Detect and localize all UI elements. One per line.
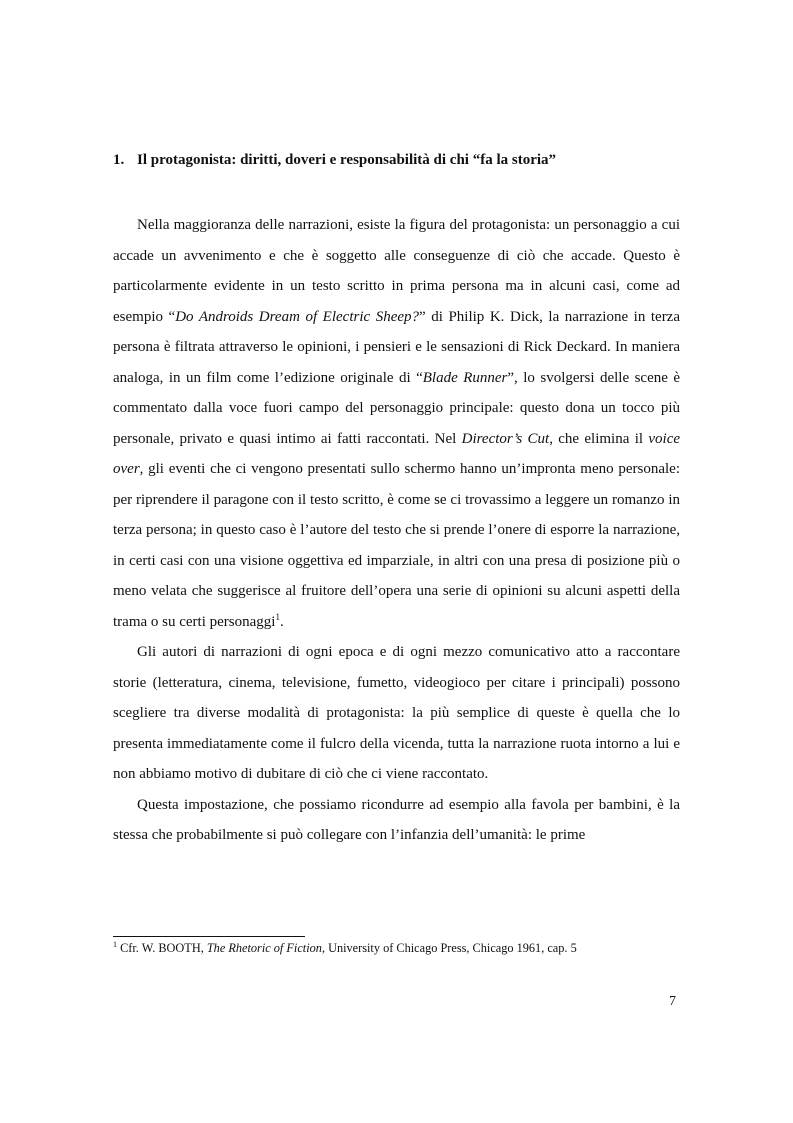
footnote-book-title: The Rhetoric of Fiction [206,941,322,955]
footnote-reference[interactable]: 1 [275,611,280,622]
paragraph-1-text-e: , gli eventi che ci vengono presentati sullo schermo hanno un’impronta meno personale: per riprendere il paragone con il testo scritto, è come se ci trovassimo a leggere un romanzo in terza persona; in questo caso è l’autore del testo che si prende l’onere di esporre la narrazione, in certi casi con una visione oggettiva ed imparziale, in altri con una presa di posizione più o meno velata che suggerisce al fruitore dell’opera una serie di opinioni su alcuni aspetti della trama o su certi personaggi [113,461,680,630]
section-title: Il protagonista: diritti, doveri e responsabilità di chi “fa la storia” [137,152,557,168]
paragraph-1-text-a: Nella maggioranza delle narrazioni, esiste la figura del protagonista: un personaggio a cui accade un avvenimento e che è soggetto alle conseguenze di ciò che accade. Questo è particolarmente evidente in un testo scritto in prima persona ma in alcuni casi, come ad esempio “ [113,217,680,325]
page-number: 7 [669,994,676,1009]
footnote-separator [113,936,305,937]
paragraph-3: Questa impostazione, che possiamo ricondurre ad esempio alla favola per bambini, è la stessa che probabilmente si può collegare con l’infanzia dell’umanità: le prime [113,796,680,843]
paragraph-1-text-d: , che elimina il [549,430,649,447]
voice-over-term: voice over [113,430,681,477]
footnote-text-after: , University of Chicago Press, Chicago 1961, cap. 5 [321,941,577,955]
paragraph-1-text-f: . [279,613,284,630]
film-title: Blade Runner [422,369,508,386]
footnote-marker: 1 [113,939,117,949]
paragraph-1-text-c: ”, lo svolgersi delle scene è commentato dalla voce fuori campo del personaggio principale: questo dona un tocco più personale, privato e quasi intimo ai fatti raccontati. Nel [113,369,680,447]
directors-cut-term: Director’s Cut [461,430,550,447]
book-title: Do Androids Dream of Electric Sheep? [175,308,420,325]
footnote-text-before: Cfr. W. BOOTH, [117,941,207,955]
section-heading [113,150,693,170]
paragraph-1 [113,210,680,637]
paragraph-2: Gli autori di narrazioni di ogni epoca e di ogni mezzo comunicativo atto a raccontare storie (letteratura, cinema, televisione, fumetto, videogioco per citare i principali) possono scegliere tra diverse modalità di protagonista: la più semplice di queste è quella che lo presenta immediatamente come il fulcro della vicenda, tutta la narrazione ruota intorno a lui e non abbiamo motivo di dubitare di ciò che ci viene raccontato. [113,644,680,782]
footnote [113,940,693,956]
section-number: 1. [113,152,125,168]
body-text [113,210,680,851]
paragraph-1-text-b: ” di Philip K. Dick, la narrazione in terza persona è filtrata attraverso le opinioni, i pensieri e le sensazioni di Rick Deckard. In maniera analoga, in un film come l’edizione originale di “ [113,308,681,386]
